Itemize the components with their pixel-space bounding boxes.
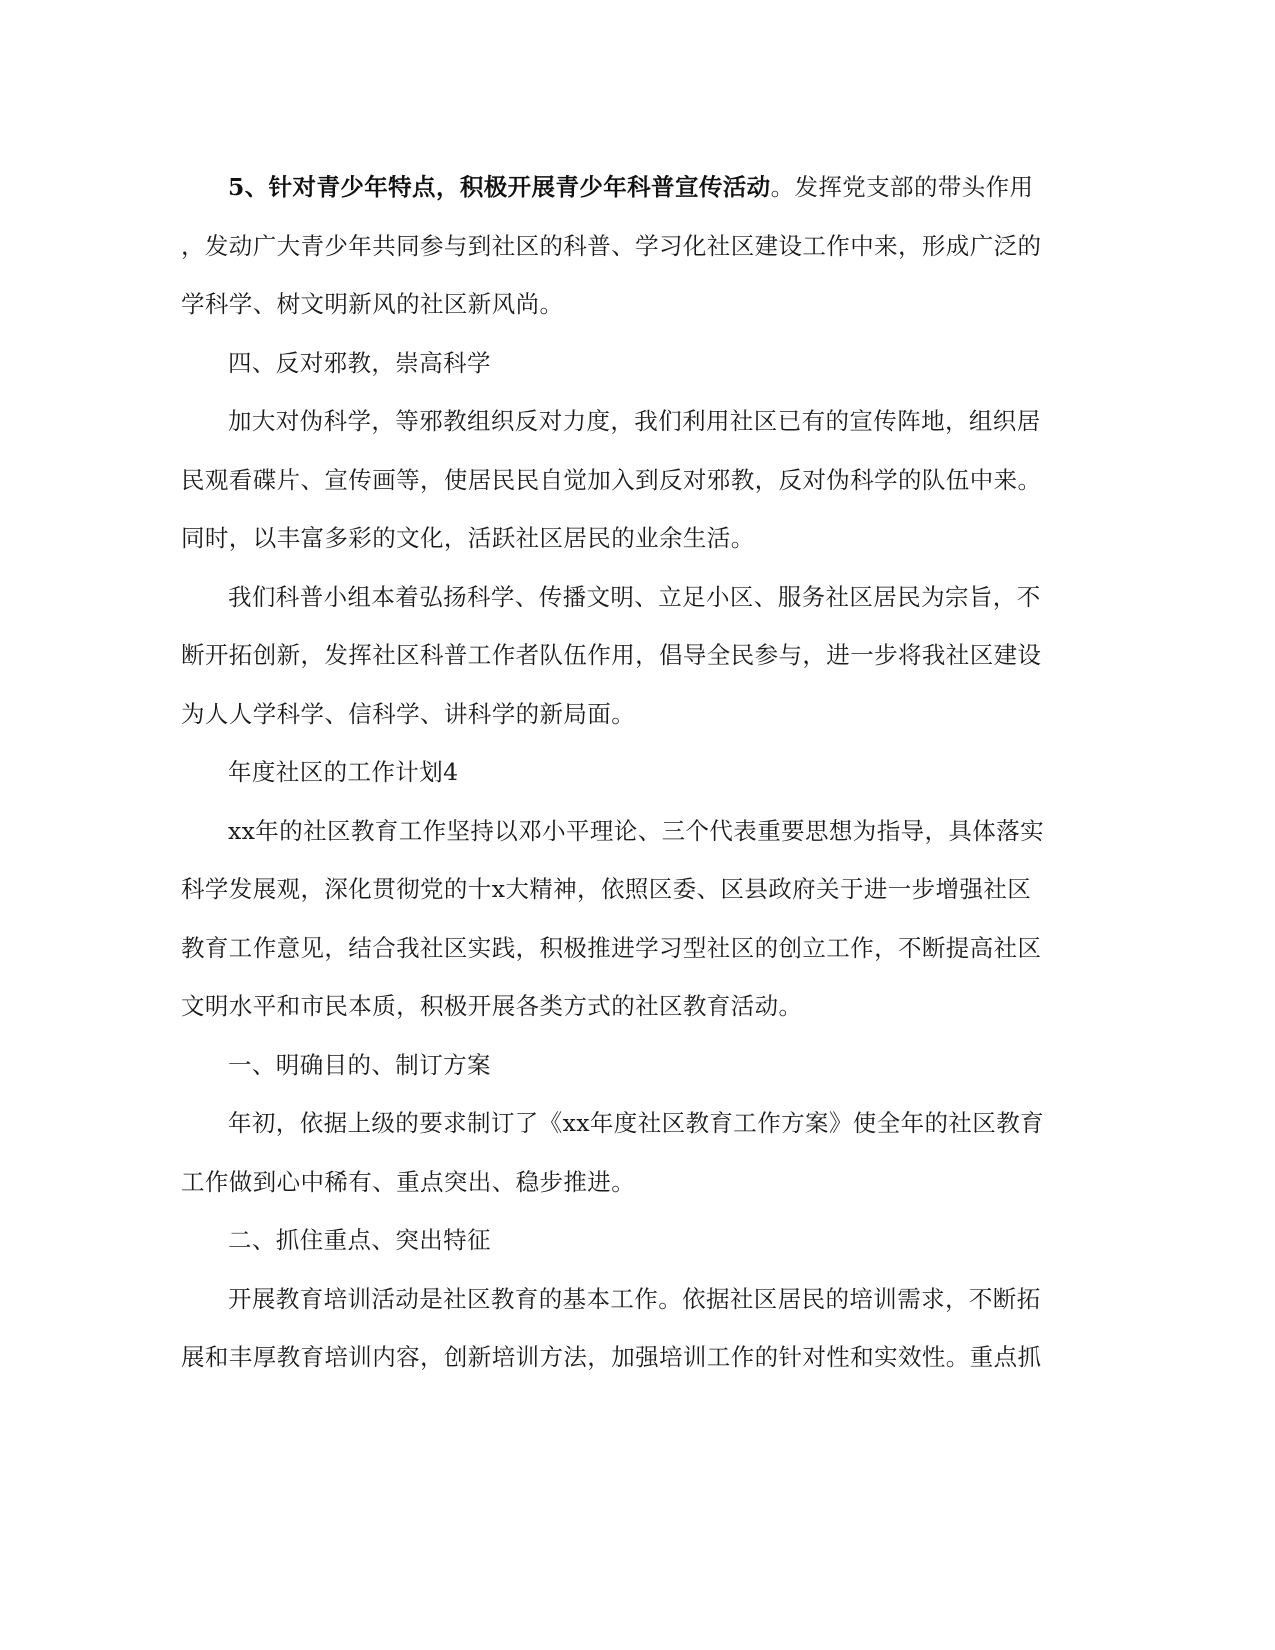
paragraph-line: 加大对伪科学，等邪教组织反对力度，我们利用社区已有的宣传阵地，组织居 <box>228 407 1041 435</box>
paragraph-line: 民观看碟片、宣传画等，使居民民自觉加入到反对邪教，反对伪科学的队伍中来。 <box>181 465 1042 494</box>
paragraph-line: 断开拓创新，发挥社区科普工作者队伍作用，倡导全民参与，进一步将我社区建设 <box>181 641 1042 669</box>
paragraph-line: 开展教育培训活动是社区教育的基本工作。依据社区居民的培训需求，不断拓 <box>228 1284 1041 1313</box>
section-heading: 一、明确目的、制订方案 <box>228 1050 491 1079</box>
paragraph-line: 同时，以丰富多彩的文化，活跃社区居民的业余生活。 <box>181 524 755 552</box>
line-text: 。发挥党支部的带头作用 <box>770 173 1034 201</box>
section-heading: 二、抓住重点、突出特征 <box>228 1226 491 1254</box>
bold-heading: 5、针对青少年特点，积极开展青少年科普宣传活动 <box>228 173 771 201</box>
paragraph-line: 为人人学科学、信科学、讲科学的新局面。 <box>181 699 636 728</box>
paragraph-line: 展和丰厚教育培训内容，创新培训方法，加强培训工作的针对性和实效性。重点抓 <box>181 1343 1042 1371</box>
paragraph-line: ，发动广大青少年共同参与到社区的科普、学习化社区建设工作中来，形成广泛的 <box>181 231 1042 260</box>
paragraph-line: 年初，依据上级的要求制订了《xx年度社区教育工作方案》使全年的社区教育 <box>228 1109 1045 1137</box>
paragraph-line: 学科学、树文明新风的社区新风尚。 <box>181 290 564 318</box>
section-title: 年度社区的工作计划4 <box>228 758 459 786</box>
section-heading: 四、反对邪教，崇高科学 <box>228 348 491 377</box>
paragraph-line: 文明水平和市民本质，积极开展各类方式的社区教育活动。 <box>181 992 803 1020</box>
paragraph-line: 科学发展观，深化贯彻党的十x大精神，依照区委、区县政府关于进一步增强社区 <box>181 875 1032 903</box>
paragraph-line: 我们科普小组本着弘扬科学、传播文明、立足小区、服务社区居民为宗旨，不 <box>228 582 1041 611</box>
paragraph-line: xx年的社区教育工作坚持以邓小平理论、三个代表重要思想为指导，具体落实 <box>228 816 1045 845</box>
paragraph-line: 教育工作意见，结合我社区实践，积极推进学习型社区的创立工作，不断提高社区 <box>181 933 1042 962</box>
paragraph-line: 工作做到心中稀有、重点突出、稳步推进。 <box>181 1167 636 1196</box>
paragraph-line <box>181 158 1085 217</box>
document-page <box>181 158 1085 1387</box>
